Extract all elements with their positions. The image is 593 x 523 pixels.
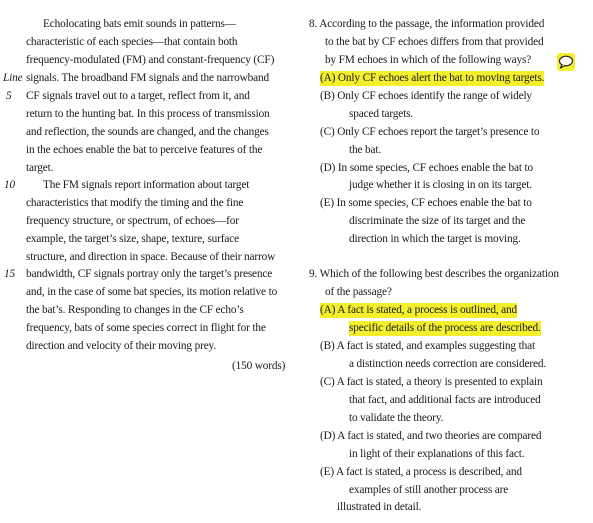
passage-line: The FM signals report information about target <box>43 179 250 191</box>
q9-option-b[interactable]: (B) A fact is stated, and examples suggesting that <box>320 340 535 352</box>
q9-option-c-cont: to validate the theory. <box>349 412 444 424</box>
q8-option-b[interactable]: (B) Only CF echoes identify the range of widely <box>320 90 532 102</box>
q8-option-e[interactable]: (E) In some species, CF echoes enable the bat to <box>320 197 532 209</box>
q8-option-a[interactable]: (A) Only CF echoes alert the bat to moving targets. <box>320 72 545 84</box>
q8-stem: to the bat by CF echoes differs from that provided <box>325 36 544 48</box>
q9-stem: 9. Which of the following best describes the organization <box>309 268 559 280</box>
passage-line: in the echoes enable the bat to perceive features of the <box>26 144 263 156</box>
passage-line: frequency structure, or spectrum, of echoes—for <box>26 215 239 227</box>
passage-line: direction and velocity of their moving prey. <box>26 340 216 352</box>
q9-option-a-cont: specific details of the process are described. <box>349 322 541 334</box>
q8-option-e-cont: discriminate the size of its target and the <box>349 215 526 227</box>
q9-option-b-cont: a distinction needs correction are considered. <box>349 358 546 370</box>
passage-line: target. <box>26 162 54 174</box>
q8-option-c-cont: the bat. <box>349 144 382 156</box>
q9-option-d[interactable]: (D) A fact is stated, and two theories are compared <box>320 430 542 442</box>
passage-line: and reflection, the sounds are changed, and the changes <box>26 126 269 138</box>
passage-line: the bat’s. Responding to changes in the CF echo’s <box>26 304 244 316</box>
line-label-line: Line <box>3 72 23 84</box>
comment-icon[interactable] <box>557 53 575 71</box>
q9-option-d-cont: in light of their explanations of this fact. <box>349 448 525 460</box>
q9-option-e-cont: examples of still another process are <box>349 484 509 496</box>
passage-line: frequency-modulated (FM) and constant-frequency (CF) <box>26 54 275 66</box>
q9-option-a[interactable]: (A) A fact is stated, a process is outlined, and <box>320 304 518 316</box>
passage-line: return to the hunting bat. In this process of transmission <box>26 108 270 120</box>
passage-line: and, in the case of some bat species, its motion relative to <box>26 286 278 298</box>
word-count: (150 words) <box>232 360 286 372</box>
speech-bubble-icon <box>558 55 574 69</box>
passage-line: Echolocating bats emit sounds in patterns— <box>43 18 236 30</box>
passage-line: signals. The broadband FM signals and the narrowband <box>26 72 269 84</box>
q8-option-d-cont: judge whether it is closing in on its target. <box>349 179 532 191</box>
line-label-5: 5 <box>6 90 12 102</box>
q9-option-e[interactable]: (E) A fact is stated, a process is described, and <box>320 466 522 478</box>
q8-option-e-cont: direction in which the target is moving. <box>349 233 521 245</box>
q9-stem: of the passage? <box>325 286 392 298</box>
line-label-15: 15 <box>4 268 15 280</box>
passage-line: structure, and direction in space. Because of their narrow <box>26 251 276 263</box>
q8-option-c[interactable]: (C) Only CF echoes report the target’s presence to <box>320 126 540 138</box>
passage-line: characteristic of each species—that contain both <box>26 36 238 48</box>
q9-option-c[interactable]: (C) A fact is stated, a theory is presented to explain <box>320 376 543 388</box>
q8-option-b-cont: spaced targets. <box>349 108 414 120</box>
passage-line: CF signals travel out to a target, reflect from it, and <box>26 90 250 102</box>
passage-line: frequency, bats of some species correct in flight for the <box>26 322 266 334</box>
passage-line: bandwidth, CF signals portray only the target’s presence <box>26 268 273 280</box>
q8-stem: 8. According to the passage, the information provided <box>309 18 545 30</box>
q8-option-d[interactable]: (D) In some species, CF echoes enable the bat to <box>320 162 534 174</box>
q9-option-c-cont: that fact, and additional facts are introduced <box>349 394 541 406</box>
passage-line: characteristics that modify the timing and the fine <box>26 197 244 209</box>
q9-option-e-cont: illustrated in detail. <box>337 501 422 513</box>
q8-stem: by FM echoes in which of the following ways? <box>325 54 532 66</box>
line-label-10: 10 <box>4 179 15 191</box>
passage-line: example, the target’s size, shape, texture, surface <box>26 233 239 245</box>
